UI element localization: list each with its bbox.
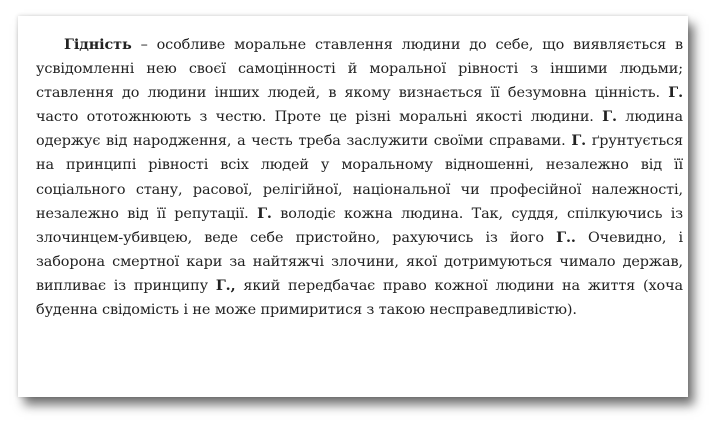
term-abbreviation: Г. bbox=[668, 84, 683, 102]
term-abbreviation: Г. bbox=[602, 108, 617, 126]
text-segment: який передбачає право кожної людини на життя (хоча буденна свідомість і не може примиритися з такою несправедливістю). bbox=[36, 277, 683, 319]
text-segment: – особливе моральне ставлення людини до себе, що виявляється в усвідомленні нею своєї самоцінності й моральної рівності з іншими людьми; ставлення до людини інших людей, в якому визнається її безумовна цінність. bbox=[36, 37, 683, 102]
text-segment: Очевидно, і заборона смертної кари за найтяжчі злочини, якої дотримуються чимало держав, випливає із принципу bbox=[36, 229, 683, 294]
term-abbreviation: Г., bbox=[215, 276, 236, 294]
text-segment: володіє кожна людина. Так, суддя, спілкуючись із злочинцем-убивцею, веде себе пристойно, рахуючись із його bbox=[36, 205, 683, 246]
text-segment: людина одержує від народження, а честь треба заслужити своїми справами. bbox=[36, 109, 683, 150]
definition-card bbox=[18, 16, 688, 397]
text-segment: ґрунтується на принципі рівності всіх людей у моральному відношенні, незалежно від її соціального стану, расової, релігійної, національної чи професійної належності, незалежно від її репутації. bbox=[36, 133, 683, 222]
term-heading: Гідність bbox=[64, 36, 132, 53]
term-abbreviation: Г.. bbox=[556, 228, 576, 246]
definition-paragraph bbox=[36, 33, 683, 322]
text-segment: часто ототожнюють з честю. Проте це різні моральні якості людини. bbox=[36, 109, 603, 126]
term-abbreviation: Г. bbox=[571, 132, 587, 150]
term-abbreviation: Г. bbox=[257, 204, 272, 222]
